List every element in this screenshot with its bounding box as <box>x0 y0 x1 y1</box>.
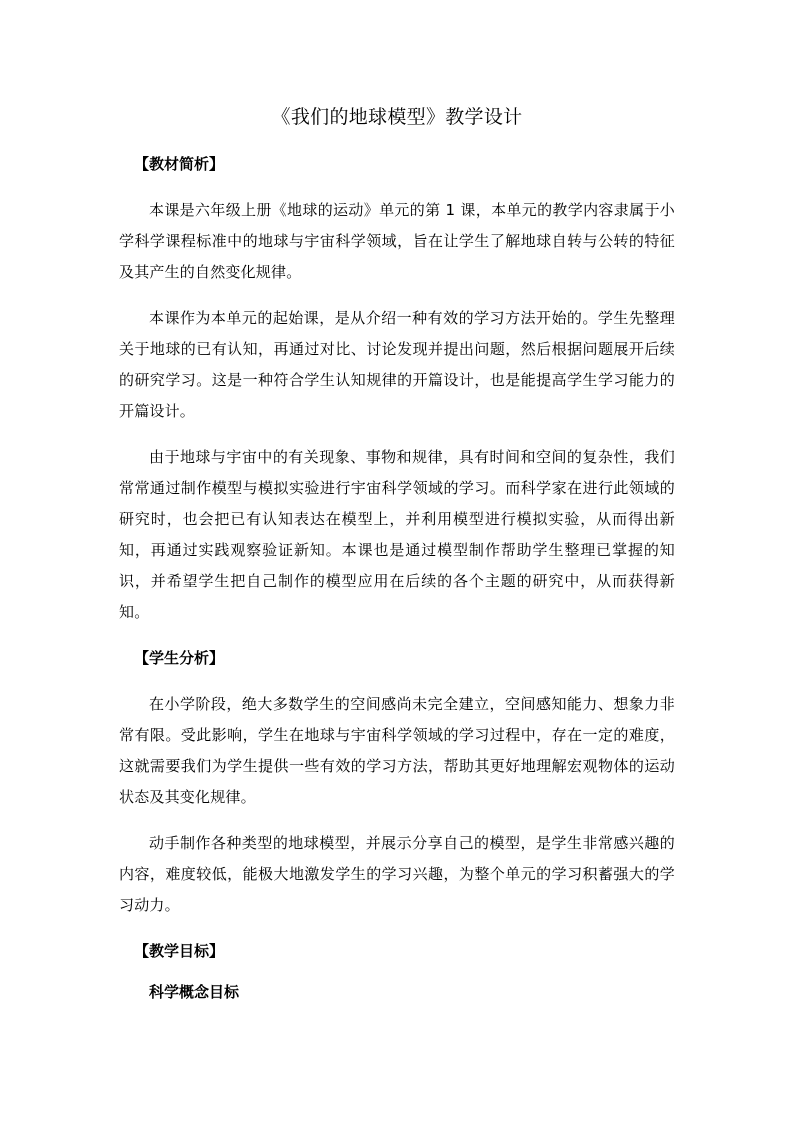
subheading-science-concept-goals: 科学概念目标 <box>149 983 240 1001</box>
paragraph: 由于地球与宇宙中的有关现象、事物和规律，具有时间和空间的复杂性，我们常常通过制作模型与模拟实验进行宇宙科学领域的学习。而科学家在进行此领域的研究时，也会把已有认知表达在模型上，并利用模型进行模拟实验，从而得出新知，再通过实践观察验证新知。本课也是通过模型制作帮助学生整理已掌握的知识，并希望学生把自己制作的模型应用在后续的各个主题的研究中，从而获得新知。 <box>119 448 675 621</box>
document-body <box>119 154 675 1002</box>
paragraph: 动手制作各种类型的地球模型，并展示分享自己的模型，是学生非常感兴趣的内容，难度较低，能极大地激发学生的学习兴趣，为整个单元的学习积蓄强大的学习动力。 <box>119 834 675 914</box>
paragraph: 本课是六年级上册《地球的运动》单元的第 1 课，本单元的教学内容隶属于小学科学课程标准中的地球与宇宙科学领域，旨在让学生了解地球自转与公转的特征及其产生的自然变化规律。 <box>119 201 675 281</box>
section-heading-teaching-goals: 【教学目标】 <box>134 942 225 960</box>
section-heading-textbook-analysis: 【教材简析】 <box>134 155 225 173</box>
section-heading-student-analysis: 【学生分析】 <box>134 649 225 667</box>
document-title: 《我们的地球模型》教学设计 <box>271 106 523 128</box>
paragraph: 本课作为本单元的起始课，是从介绍一种有效的学习方法开始的。学生先整理关于地球的已有认知，再通过对比、讨论发现并提出问题，然后根据问题展开后续的研究学习。这是一种符合学生认知规律的开篇设计，也是能提高学生学习能力的开篇设计。 <box>119 309 675 420</box>
paragraph: 在小学阶段，绝大多数学生的空间感尚未完全建立，空间感知能力、想象力非常有限。受此影响，学生在地球与宇宙科学领域的学习过程中，存在一定的难度，这就需要我们为学生提供一些有效的学习方法，帮助其更好地理解宏观物体的运动状态及其变化规律。 <box>119 695 675 806</box>
